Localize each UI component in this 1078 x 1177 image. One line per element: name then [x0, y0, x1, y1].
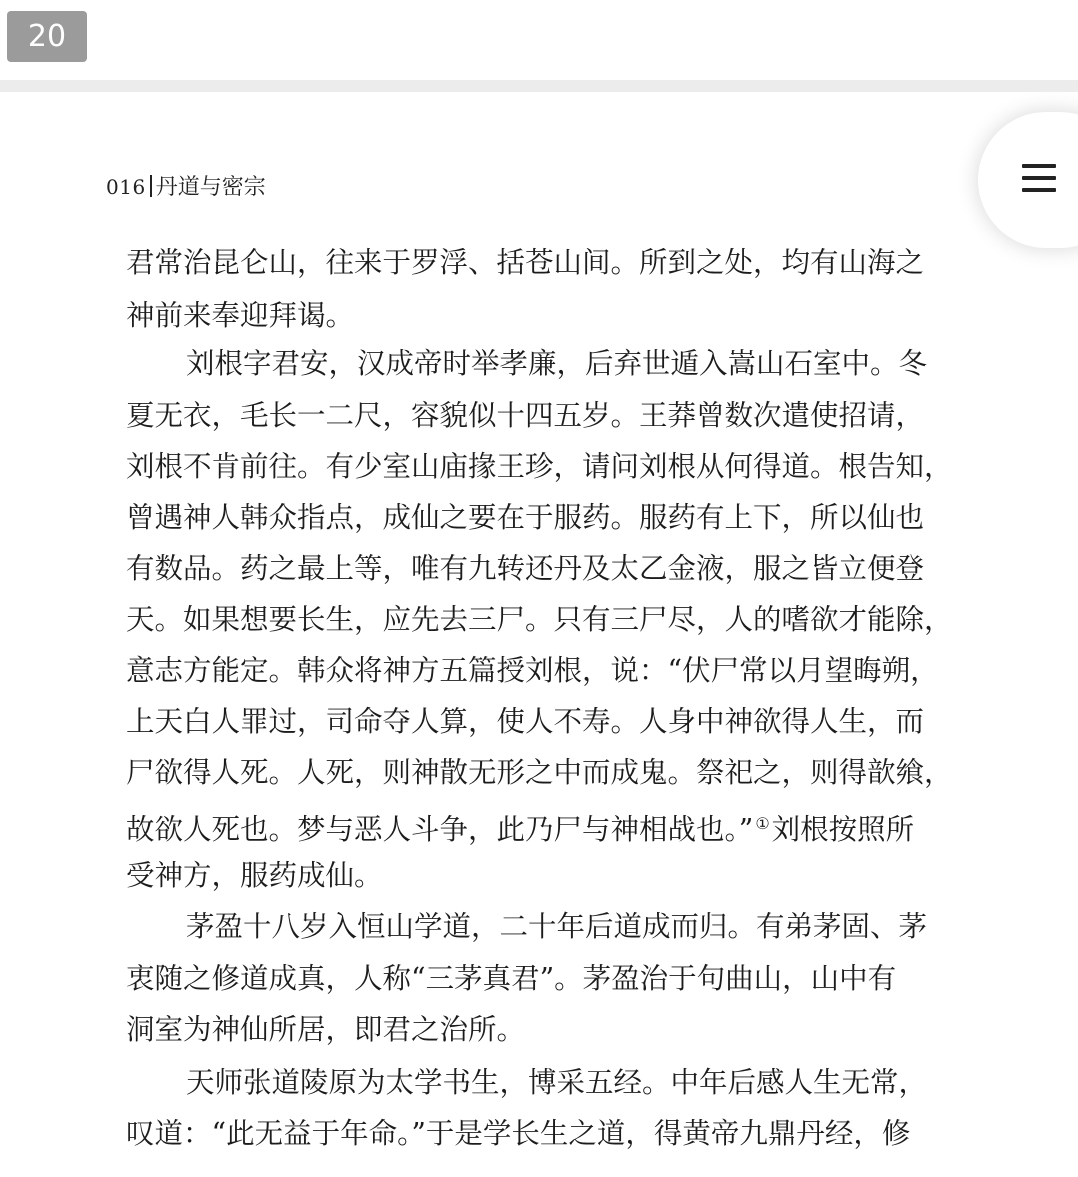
text-line: 天师张道陵原为太学书生，博采五经。中年后感人生无常，: [186, 1066, 928, 1099]
text-line: 意志方能定。韩众将神方五篇授刘根，说：“伏尸常以月望晦朔，: [126, 654, 939, 687]
text-line: 刘根不肯前往。有少室山庙掾王珍，请问刘根从何得道。根告知，: [126, 450, 953, 483]
top-bar-divider: [0, 80, 1078, 92]
text-line: 天。如果想要长生，应先去三尸。只有三尸尽，人的嗜欲才能除，: [126, 603, 953, 636]
text-line: 夏无衣，毛长一二尺，容貌似十四五岁。王莽曾数次遣使招请，: [126, 399, 925, 432]
footnote-marker[interactable]: ①: [755, 814, 770, 833]
hamburger-menu-icon[interactable]: [1022, 162, 1056, 194]
separator-bar: [150, 175, 152, 197]
text-line: 茅盈十八岁入恒山学道，二十年后道成而归。有弟茅固、茅: [186, 910, 928, 943]
text-line: 叹道：“此无益于年命。”于是学长生之道，得黄帝九鼎丹经，修: [126, 1117, 911, 1150]
text-line-with-footnote: 故欲人死也。梦与恶人斗争，此乃尸与神相战也。” ①刘根按照所: [126, 813, 915, 846]
text-line: 上天白人罪过，司命夺人算，使人不寿。人身中神欲得人生，而: [126, 705, 925, 738]
text-line: 受神方，服药成仙。: [126, 859, 383, 892]
page-number-badge[interactable]: 20: [7, 11, 87, 62]
text-line: 有数品。药之最上等，唯有九转还丹及太乙金液，服之皆立便登: [126, 552, 925, 585]
text-line: 曾遇神人韩众指点，成仙之要在于服药。服药有上下，所以仙也: [126, 501, 925, 534]
text-line: 衷随之修道成真，人称“三茅真君”。茅盈治于句曲山，山中有: [126, 962, 897, 995]
text-line: 君常治昆仑山，往来于罗浮、括苍山间。所到之处，均有山海之: [126, 246, 925, 279]
book-title: 丹道与密宗: [155, 175, 266, 200]
text-line: 刘根字君安，汉成帝时举孝廉，后弃世遁入嵩山石室中。冬: [186, 347, 928, 380]
text-line: 洞室为神仙所居，即君之治所。: [126, 1013, 526, 1046]
text-line: 神前来奉迎拜谒。: [126, 299, 355, 332]
book-page-number: 016: [106, 175, 146, 199]
top-bar: [0, 0, 1078, 80]
text-line: 尸欲得人死。人死，则神散无形之中而成鬼。祭祀之，则得歆飨，: [126, 756, 953, 789]
running-head: [106, 170, 266, 204]
